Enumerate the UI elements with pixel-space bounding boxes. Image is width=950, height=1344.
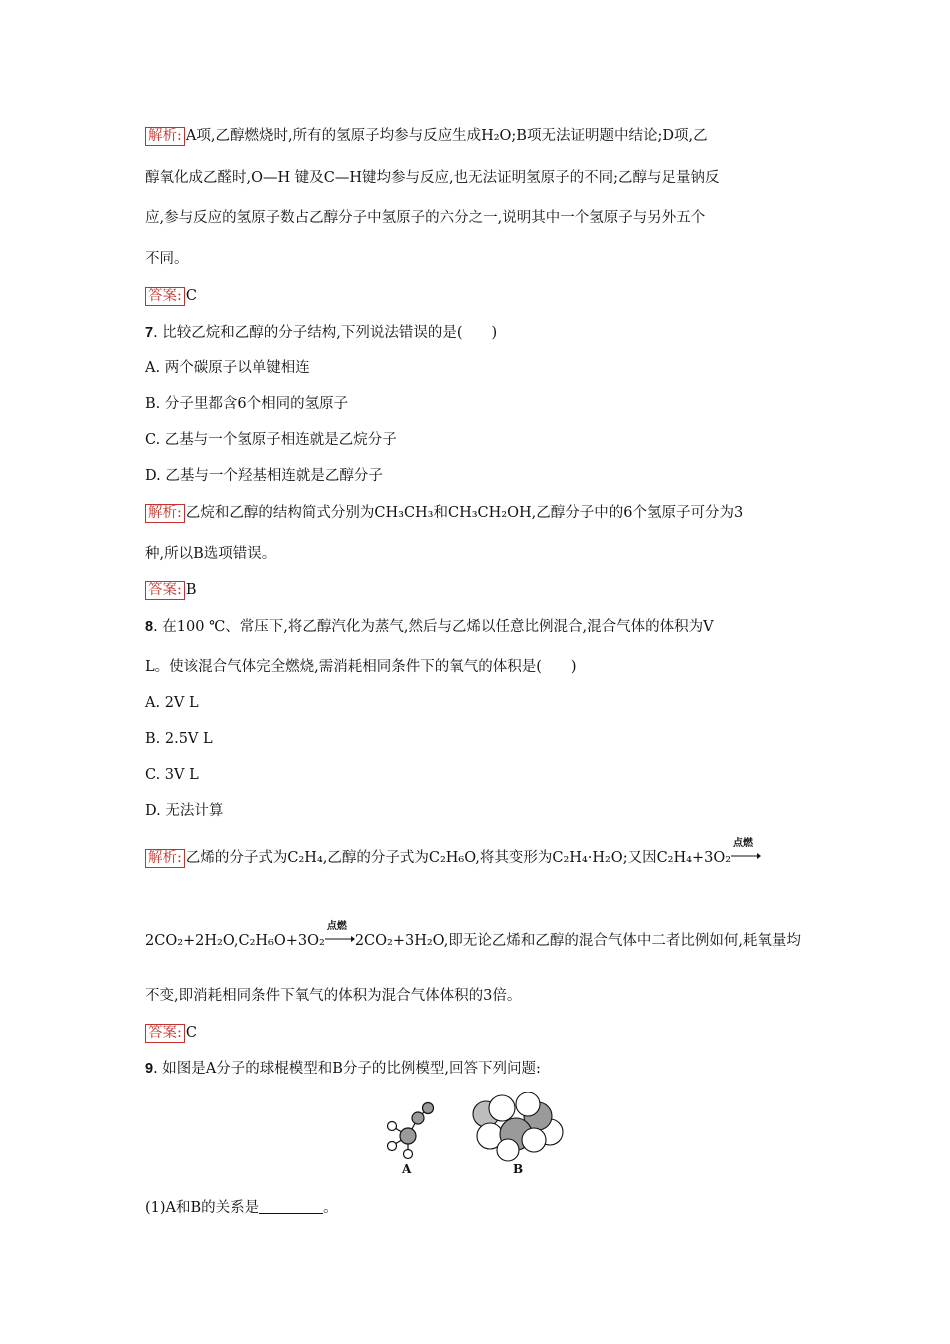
reaction-arrow-icon: 点燃	[325, 929, 355, 949]
analysis-line: 应,参与反应的氢原子数占乙醇分子中氢原子的六分之一,说明其中一个氢原子与另外五个	[145, 210, 706, 226]
analysis-line: 醇氧化成乙醛时,O—H 键及C—H键均参与反应,也无法证明氢原子的不同;乙醇与足量钠反	[145, 170, 720, 186]
reaction-arrow-icon: 点燃	[731, 846, 761, 866]
answer-tag: 答案:	[145, 1024, 185, 1043]
option-a: A. 两个碳原子以单键相连	[145, 360, 310, 376]
analysis-line: 种,所以B选项错误。	[145, 546, 277, 562]
ball-and-stick-model	[388, 1103, 434, 1159]
figure-label-a: A	[402, 1162, 412, 1176]
answer-tag: 答案:	[145, 581, 185, 600]
question-8-stem-cont: L。使该混合气体完全燃烧,需消耗相同条件下的氧气的体积是( )	[145, 659, 577, 675]
analysis-line: 不同。	[145, 251, 189, 267]
analysis-tag: 解析:	[145, 504, 185, 523]
analysis-line: 不变,即消耗相同条件下氧气的体积为混合气体体积的3倍。	[145, 988, 522, 1004]
question-9-stem: 9. 如图是A分子的球棍模型和B分子的比例模型,回答下列问题:	[145, 1061, 541, 1077]
analysis-tag: 解析:	[145, 127, 185, 146]
answer-line: 答案: C	[145, 1023, 197, 1043]
analysis-line: 解析: 乙烷和乙醇的结构简式分别为CH₃CH₃和CH₃CH₂OH,乙醇分子中的6个氢原子可分为3	[145, 503, 743, 523]
option-b: B. 2.5V L	[145, 731, 213, 747]
option-a: A. 2V L	[145, 695, 199, 711]
option-b: B. 分子里都含6个相同的氢原子	[145, 396, 349, 412]
analysis-line: 解析: 乙烯的分子式为C₂H₄,乙醇的分子式为C₂H₆O,将其变形为C₂H₄·H₂O;又因C₂H₄+3O₂ 点燃	[145, 846, 761, 868]
answer-line: 答案: B	[145, 580, 197, 600]
analysis-line: 2CO₂+2H₂O,C₂H₆O+3O₂ 点燃 2CO₂+3H₂O,即无论乙烯和乙醇的混合气体中二者比例如何,耗氧量均	[145, 921, 801, 949]
answer-line: 答案: C	[145, 286, 197, 306]
option-c: C. 乙基与一个氢原子相连就是乙烷分子	[145, 432, 397, 448]
answer-blank[interactable]	[259, 1199, 323, 1214]
option-d: D. 无法计算	[145, 803, 224, 819]
option-c: C. 3V L	[145, 767, 199, 783]
question-8-stem: 8. 在100 ℃、常压下,将乙醇汽化为蒸气,然后与乙烯以任意比例混合,混合气体的体积为V	[145, 619, 714, 635]
sub-question-1: (1)A和B的关系是 。	[145, 1200, 338, 1216]
molecule-models-figure	[378, 1092, 578, 1186]
answer-tag: 答案:	[145, 287, 185, 306]
question-7-stem: 7. 比较乙烷和乙醇的分子结构,下列说法错误的是( )	[145, 325, 498, 341]
analysis-tag: 解析:	[145, 849, 185, 868]
option-d: D. 乙基与一个羟基相连就是乙醇分子	[145, 468, 383, 484]
analysis-line: 解析: A项,乙醇燃烧时,所有的氢原子均参与反应生成H₂O;B项无法证明题中结论;D项,乙	[145, 126, 708, 146]
space-filling-model	[473, 1092, 563, 1161]
figure-label-b: B	[513, 1162, 524, 1176]
